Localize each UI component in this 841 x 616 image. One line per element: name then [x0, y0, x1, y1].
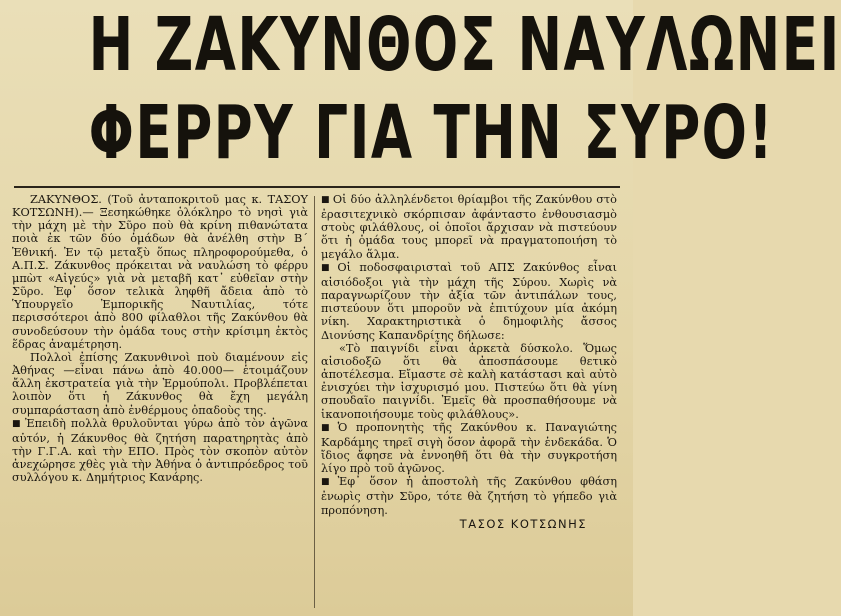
bullet-icon — [12, 417, 25, 430]
author-signature: ΤΑΣΟΣ ΚΟΤΣΩΝΗΣ — [459, 516, 587, 531]
bullet-icon — [321, 193, 333, 206]
bullet-icon — [321, 421, 338, 434]
bullet-paragraph: ■ Ἐπειδὴ πολλὰ θρυλοῦνται γύρω ἀπὸ τὸν ἀγῶνα αὐτόν, ἡ Ζάκυνθος θὰ ζητήση παρατηρητὰς ἀπὸ τὴν Γ.Γ.Α. καὶ τὴν ΕΠΟ. Πρὸς τὸν σκοπὸν αὐτὸν ἀνεχώρησε χθὲς γιὰ τὴν Ἀθήνα ὁ ἀντιπρόεδρος τοῦ συλλόγου κ. Δημήτριος Κανάρης. — [12, 417, 308, 485]
bullet-paragraph: ■ Ἐφ᾿ ὅσον ἡ ἀποστολὴ τῆς Ζακύνθου φθάση ἐνωρὶς στὴν Σῦρο, τότε θὰ ζητήση τὸ γήπεδο γιὰ προπόνηση. — [321, 475, 617, 516]
headline-line-1: Η ΖΑΚΥΝΘΟΣ ΝΑΥΛΩΝΕΙ — [88, 2, 841, 88]
bullet-icon — [321, 261, 337, 274]
bullet-paragraph: ■ Οἱ δύο ἀλληλένδετοι θρίαμβοι τῆς Ζακύνθου στὸ ἐρασιτεχνικὸ σκόρπισαν ἀφάνταστο ἐνθουσιασμὸ στοὺς φιλάθλους, οἱ ὁποῖοι ἄρχισαν νὰ πιστεύουν ὅτι ἡ ὁμάδα τους μπορεῖ νὰ πραγματοποιήση τὸ μεγάλο ἅλμα. — [321, 193, 617, 261]
headline-rule — [14, 186, 620, 188]
headline-line-2: ΦΕΡΡΥ ΓΙΑ ΤΗΝ ΣΥΡΟ! — [88, 90, 775, 176]
article-column-right — [321, 193, 617, 531]
bullet-paragraph: ■ Οἱ ποδοσφαιρισταὶ τοῦ ΑΠΣ Ζακύνθος εἶναι αἰσιόδοξοι γιὰ τὴν μάχη τῆς Σύρου. Χωρὶς νὰ παραγνωρίζουν τὴν ἀξία τῶν ἀντιπάλων τους, πιστεύουν ὅτι μποροῦν νὰ ἐπιτύχουν μία ἀκόμη νίκη. Χαρακτηριστικὰ ὁ δημοφιλὴς ἄσσος Διονύσης Καπανδρίτης δήλωσε: — [321, 261, 617, 342]
article-column-left — [12, 193, 308, 484]
column-divider — [314, 196, 315, 608]
paragraph: Πολλοὶ ἐπίσης Ζακυνθινοὶ ποὺ διαμένουν εἰς Ἀθήνας —εἶναι πάνω ἀπὸ 40.000— ἑτοιμάζουν ἄλλη ἐκστρατεία γιὰ τὴν Ἑρμούπολι. Προβλέπεται λοιπὸν ὅτι ἡ Ζάκυνθος θὰ ἔχη μεγάλη συμπαράσταση ἀπὸ ἐνθέρμους ὀπαδοὺς της. — [12, 350, 308, 417]
quote-paragraph: «Τὸ παιγνίδι εἶναι ἀρκετὰ δύσκολο. Ὅμως αἰσιοδοξῶ ὅτι θὰ ἀποσπάσουμε θετικὸ ἀποτέλεσμα. Εἴμαστε σὲ καλὴ κατάστασι καὶ αὐτὸ ἐνισχύει τὴν ἰσχυρισμό μου. Πιστεύω ὅτι θὰ γίνη σπουδαῖο παιγνίδι. Ἐμεῖς θὰ προσπαθήσουμε νὰ ἱκανοποιήσουμε τοὺς φιλάθλους». — [321, 341, 617, 421]
paragraph: ΖΑΚΥΝΘΟΣ. (Τοῦ ἀνταποκριτοῦ μας κ. ΤΑΣΟΥ ΚΟΤΣΩΝΗ).— Ξεσηκώθηκε ὁλόκληρο τὸ νησὶ γιὰ τὴν μάχη μὲ τὴν Σῦρο ποὺ θὰ κρίνη πιθανώτατα ποιὰ ἐκ τῶν δύο ὁμάδων θὰ ἀνέλθη στὴν Β΄ Ἐθνική. Ἐν τῷ μεταξὺ ὅπως πληροφορούμεθα, ὁ Α.Π.Σ. Ζάκυνθος πρόκειται νὰ ναυλώση τὸ φέρρυ μπὼτ «Αἰγεύς» γιὰ νὰ μεταβῆ κατ᾿ εὐθεῖαν στὴν Σῦρο. Ἐφ᾿ ὅσον τελικὰ ληφθῆ ἄδεια ἀπὸ τὸ Ὑπουργεῖο Ἐμπορικῆς Ναυτιλίας, τότε περισσότεροι ἀπὸ 800 φίλαθλοι τῆς Ζακύνθου θὰ συνοδεύσουν τὴν ὁμάδα τους στὴν κρίσιμη ἐκτὸς ἕδρας ἀναμέτρηση. — [12, 193, 308, 351]
bullet-icon — [321, 475, 338, 488]
bullet-paragraph: ■ Ὁ προπονητὴς τῆς Ζακύνθου κ. Παναγιώτης Καρδάμης τηρεῖ σιγὴ ὅσον ἀφορᾶ τὴν ἑνδεκάδα. Ὁ ἴδιος ἄφησε νὰ ἐννοηθῆ ὅτι θὰ τὴν συγκροτήση λίγο πρὸ τοῦ ἀγῶνος. — [321, 421, 617, 476]
